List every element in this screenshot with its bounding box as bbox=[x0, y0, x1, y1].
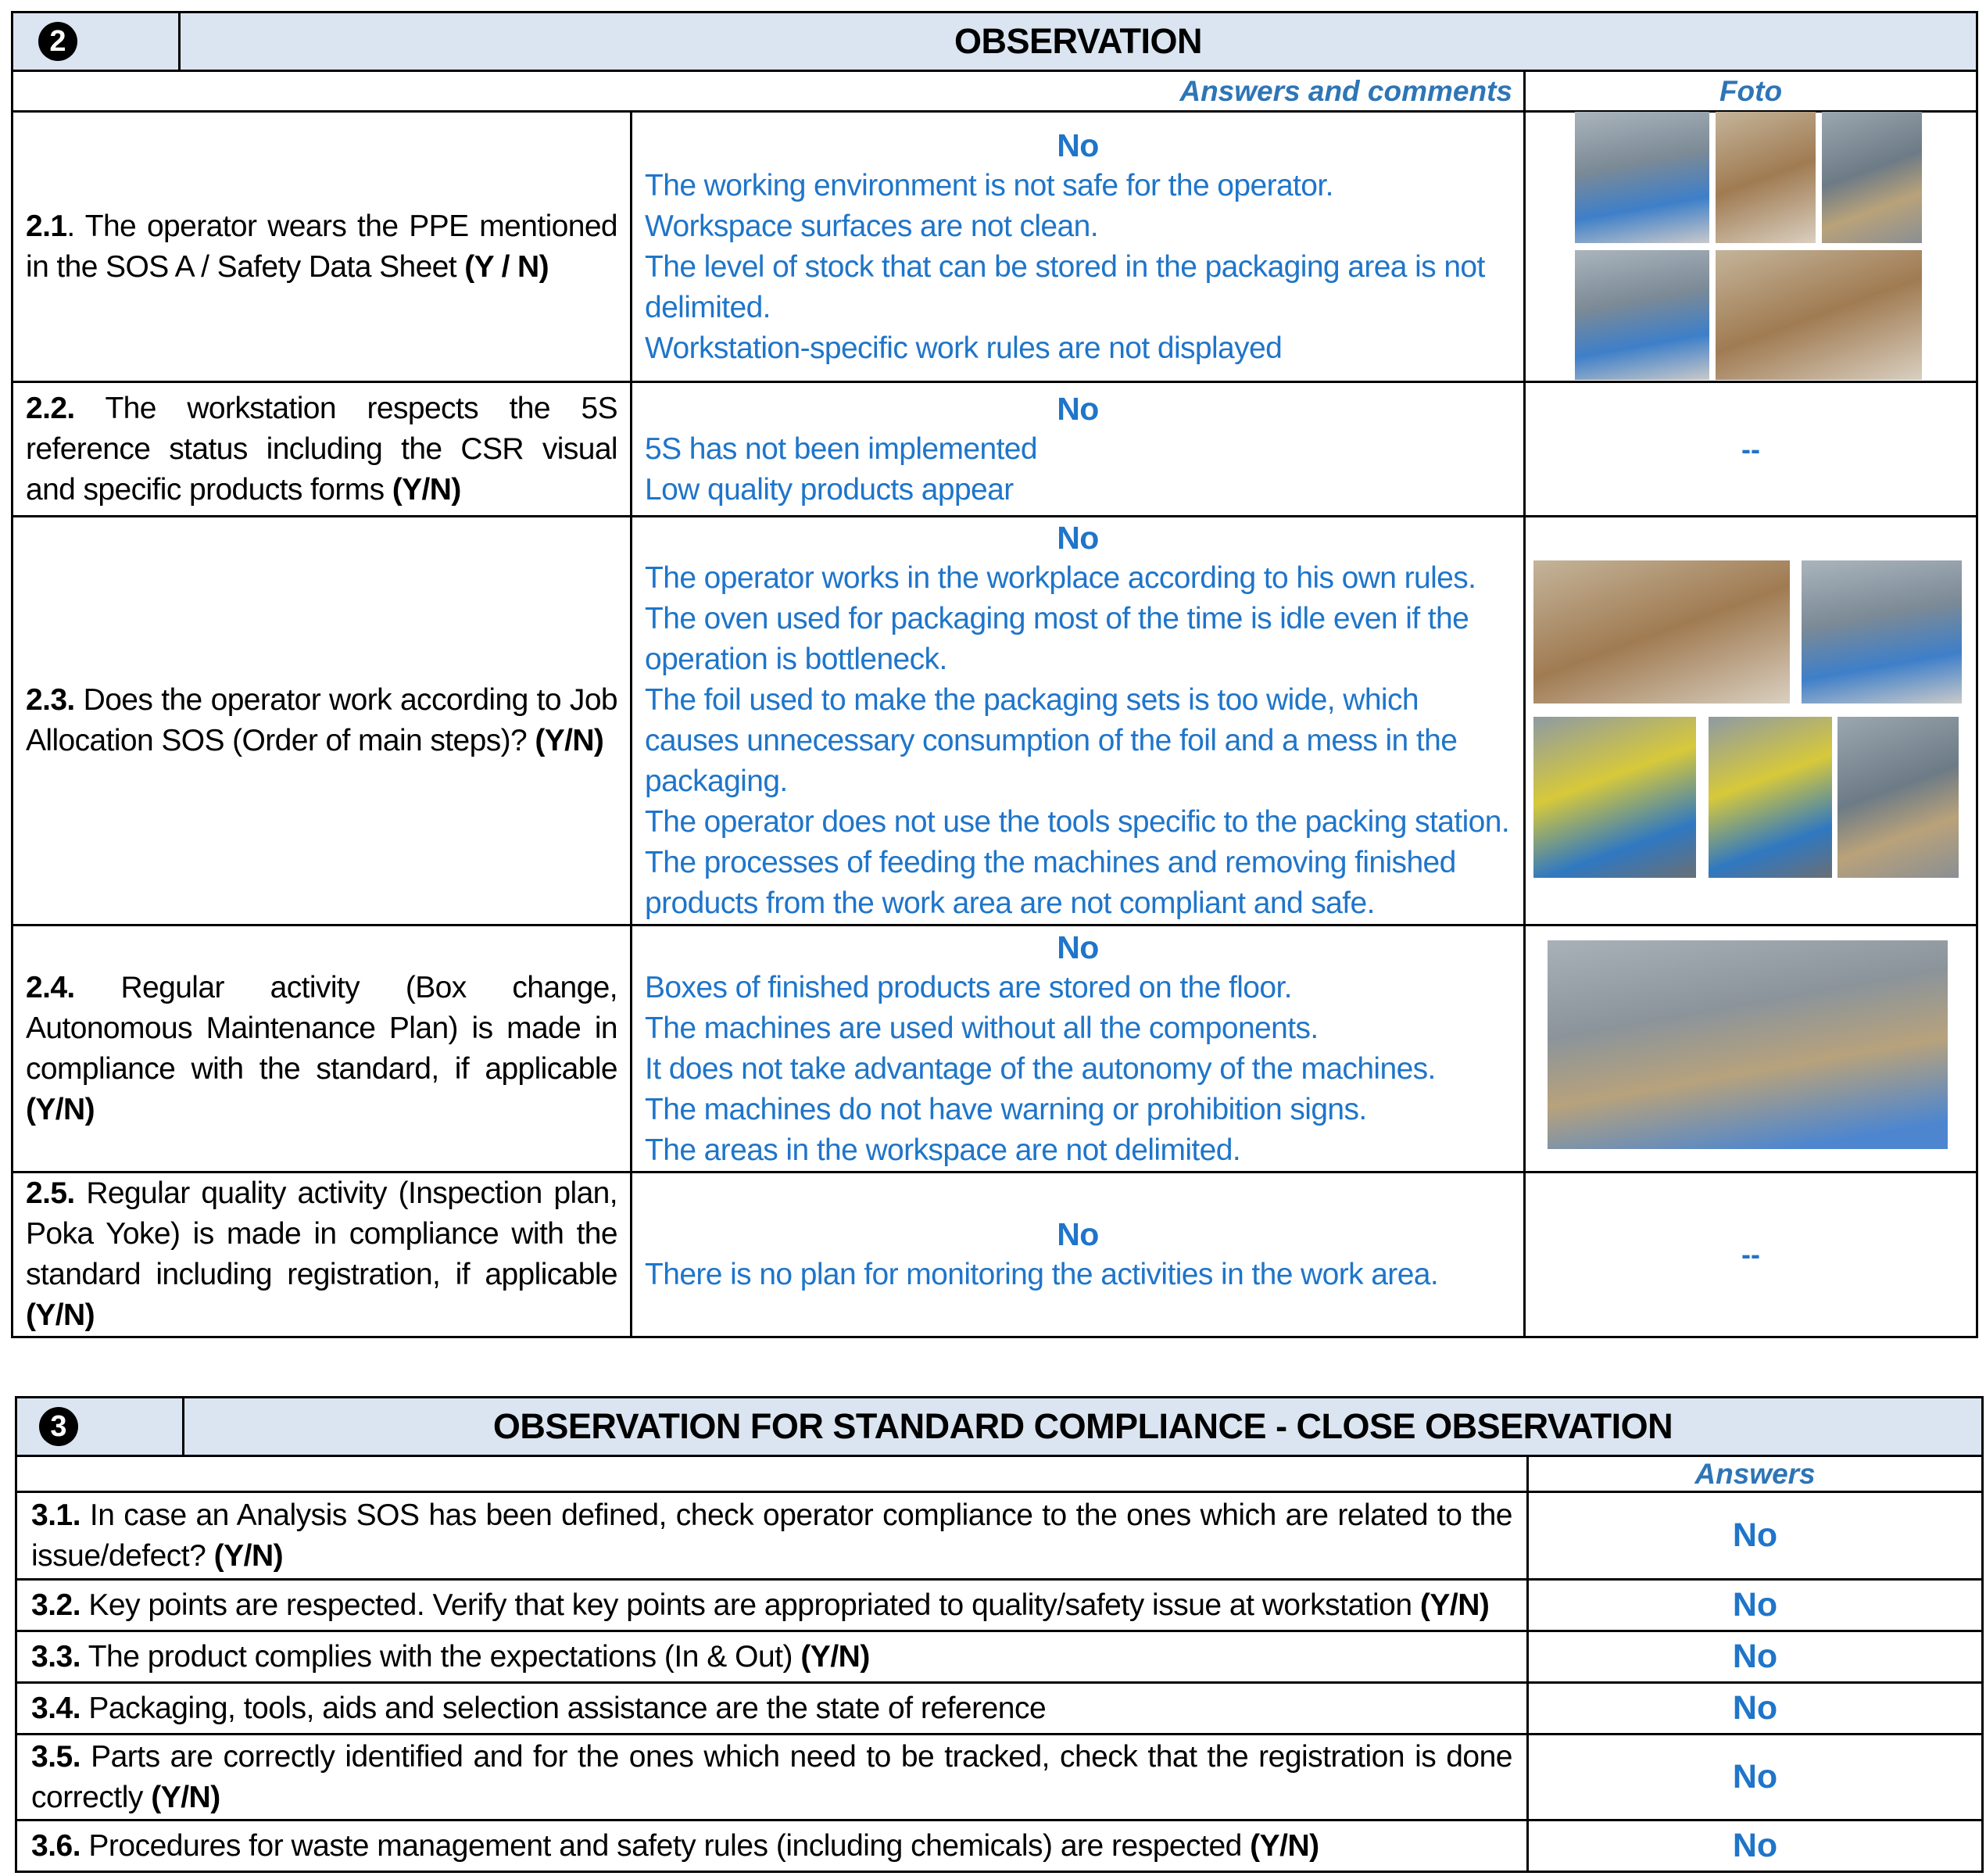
question-cell bbox=[13, 382, 632, 517]
workstation-photo bbox=[1548, 940, 1948, 1149]
workstation-photo bbox=[1533, 717, 1696, 878]
answer-value: No bbox=[1528, 1735, 1983, 1821]
photo-cell-empty: -- bbox=[1525, 382, 1977, 517]
question-cell bbox=[16, 1821, 1528, 1872]
question-cell bbox=[16, 1580, 1528, 1631]
column-header-answers: Answers bbox=[1528, 1456, 1983, 1492]
answer-cell bbox=[632, 925, 1525, 1172]
answer-cell bbox=[632, 517, 1525, 925]
question-cell bbox=[16, 1492, 1528, 1580]
question-id: 3.3. bbox=[31, 1639, 81, 1674]
workstation-photo bbox=[1716, 250, 1922, 380]
section-number-badge: 2 bbox=[38, 22, 77, 61]
question-cell bbox=[13, 112, 632, 382]
section-title: OBSERVATION FOR STANDARD COMPLIANCE - CLOSE OBSERVATION bbox=[184, 1398, 1983, 1456]
question-yn: (Y/N) bbox=[213, 1538, 284, 1573]
question-cell bbox=[16, 1683, 1528, 1735]
section-number-cell bbox=[13, 13, 180, 71]
question-id: 2.3. bbox=[26, 683, 75, 717]
question-cell bbox=[13, 925, 632, 1172]
column-header-photo: Foto bbox=[1525, 71, 1977, 112]
question-cell bbox=[16, 1631, 1528, 1683]
close-observation-table bbox=[15, 1396, 1984, 1873]
table-row bbox=[16, 1580, 1983, 1631]
question-cell bbox=[13, 517, 632, 925]
answer-value: No bbox=[1528, 1631, 1983, 1683]
question-id: 2.1 bbox=[26, 209, 67, 243]
comment-line: The working environment is not safe for the operator. bbox=[645, 168, 1333, 202]
question-yn: (Y/N) bbox=[1250, 1828, 1319, 1863]
question-id: 3.1. bbox=[31, 1498, 81, 1532]
question-text: The workstation respects the 5S reference status including the CSR visual and specific products forms bbox=[26, 391, 617, 507]
comment-line: The level of stock that can be stored in the packaging area is not delimited. bbox=[645, 249, 1485, 324]
section-number-badge: 3 bbox=[39, 1407, 78, 1446]
question-yn: (Y/N) bbox=[151, 1780, 220, 1814]
question-text: In case an Analysis SOS has been defined, check operator compliance to the ones which are related to the issue/defect? bbox=[31, 1498, 1512, 1573]
question-id: 3.6. bbox=[31, 1828, 81, 1863]
answer-value: No bbox=[1057, 929, 1099, 965]
question-text: Key points are respected. Verify that key points are appropriated to quality/safety issue at workstation bbox=[81, 1588, 1420, 1622]
question-id: 3.2. bbox=[31, 1588, 81, 1622]
answer-value: No bbox=[1057, 390, 1099, 427]
photo-cell-empty: -- bbox=[1525, 1172, 1977, 1337]
question-yn: (Y/N) bbox=[535, 724, 604, 757]
comment-line: The foil used to make the packaging sets is too wide, which causes unnecessary consumption of the foil and a mess in the packaging. bbox=[645, 683, 1458, 798]
question-cell bbox=[16, 1735, 1528, 1821]
comment-line: The processes of feeding the machines and removing finished products from the work area are not compliant and safe. bbox=[645, 846, 1456, 920]
question-yn: (Y/N) bbox=[800, 1639, 870, 1674]
question-text: Parts are correctly identified and for the ones which need to be tracked, check that the registration is done correctly bbox=[31, 1739, 1512, 1814]
comment-line: Boxes of finished products are stored on the floor. bbox=[645, 970, 1292, 1004]
table-row bbox=[13, 1172, 1977, 1337]
question-yn: (Y / N) bbox=[464, 249, 549, 284]
comment-line: The operator does not use the tools specific to the packing station. bbox=[645, 805, 1510, 839]
comment-line: The machines do not have warning or prohibition signs. bbox=[645, 1092, 1367, 1126]
answer-cell bbox=[632, 1172, 1525, 1337]
answer-value: No bbox=[1528, 1683, 1983, 1735]
column-header-row bbox=[13, 71, 1977, 112]
question-yn: (Y/N) bbox=[1419, 1588, 1490, 1622]
question-yn: (Y/N) bbox=[26, 1298, 95, 1332]
comment-line: 5S has not been implemented bbox=[645, 431, 1037, 466]
column-header-blank bbox=[16, 1456, 1528, 1492]
comment-line: There is no plan for monitoring the activities in the work area. bbox=[645, 1258, 1439, 1291]
question-text: The product complies with the expectations (In & Out) bbox=[81, 1639, 801, 1674]
answer-value: No bbox=[1528, 1821, 1983, 1872]
column-header-row bbox=[16, 1456, 1983, 1492]
comment-line: The operator works in the workplace according to his own rules. bbox=[645, 561, 1476, 595]
comment-line: Low quality products appear bbox=[645, 472, 1014, 507]
comment-line: Workstation-specific work rules are not displayed bbox=[645, 331, 1283, 365]
section-title: OBSERVATION bbox=[180, 13, 1977, 71]
question-yn: (Y/N) bbox=[392, 472, 461, 507]
question-yn: (Y/N) bbox=[26, 1092, 95, 1126]
workstation-photo bbox=[1837, 717, 1959, 878]
workstation-photo bbox=[1822, 112, 1922, 243]
question-id: 2.4. bbox=[26, 970, 75, 1004]
answer-value: No bbox=[1057, 520, 1099, 556]
answer-value: No bbox=[1528, 1580, 1983, 1631]
answer-value: No bbox=[1528, 1492, 1983, 1580]
table-row bbox=[16, 1683, 1983, 1735]
table-row bbox=[13, 382, 1977, 517]
comment-line: The machines are used without all the components. bbox=[645, 1011, 1319, 1045]
question-cell bbox=[13, 1172, 632, 1337]
question-id: 2.2. bbox=[26, 391, 75, 425]
comment-line: The areas in the workspace are not delimited. bbox=[645, 1133, 1241, 1167]
workstation-photo bbox=[1575, 112, 1709, 243]
workstation-photo bbox=[1802, 560, 1962, 704]
question-id: 3.4. bbox=[31, 1691, 81, 1725]
question-text: Packaging, tools, aids and selection assistance are the state of reference bbox=[81, 1691, 1047, 1725]
column-header-answers: Answers and comments bbox=[13, 71, 1525, 112]
section-number-cell bbox=[16, 1398, 184, 1456]
table-row bbox=[16, 1735, 1983, 1821]
workstation-photo bbox=[1716, 112, 1816, 243]
comment-line: Workspace surfaces are not clean. bbox=[645, 209, 1098, 243]
question-text: . The operator wears the PPE mentioned in the SOS A / Safety Data Sheet bbox=[26, 209, 617, 284]
table-row bbox=[16, 1492, 1983, 1580]
question-id: 3.5. bbox=[31, 1739, 81, 1774]
section-2-header bbox=[13, 13, 1977, 71]
question-text: Regular quality activity (Inspection plan, Poka Yoke) is made in compliance with the standard including registration, if applicable bbox=[26, 1176, 617, 1291]
workstation-photo bbox=[1575, 250, 1709, 380]
section-3-header bbox=[16, 1398, 1983, 1456]
question-text: Procedures for waste management and safety rules (including chemicals) are respected bbox=[81, 1828, 1251, 1863]
answer-cell bbox=[632, 112, 1525, 382]
answer-value: No bbox=[1057, 127, 1099, 163]
answer-value: No bbox=[1057, 1216, 1099, 1252]
question-text: Does the operator work according to Job Allocation SOS (Order of main steps)? bbox=[26, 683, 617, 757]
comment-line: The oven used for packaging most of the time is idle even if the operation is bottleneck. bbox=[645, 602, 1469, 676]
workstation-photo bbox=[1709, 717, 1832, 878]
question-text: Regular activity (Box change, Autonomous Maintenance Plan) is made in compliance with the standard, if applicable bbox=[26, 970, 617, 1086]
table-row bbox=[16, 1821, 1983, 1872]
answer-cell bbox=[632, 382, 1525, 517]
comment-line: It does not take advantage of the autonomy of the machines. bbox=[645, 1051, 1436, 1086]
workstation-photo bbox=[1533, 560, 1790, 704]
question-id: 2.5. bbox=[26, 1176, 75, 1210]
table-row bbox=[16, 1631, 1983, 1683]
